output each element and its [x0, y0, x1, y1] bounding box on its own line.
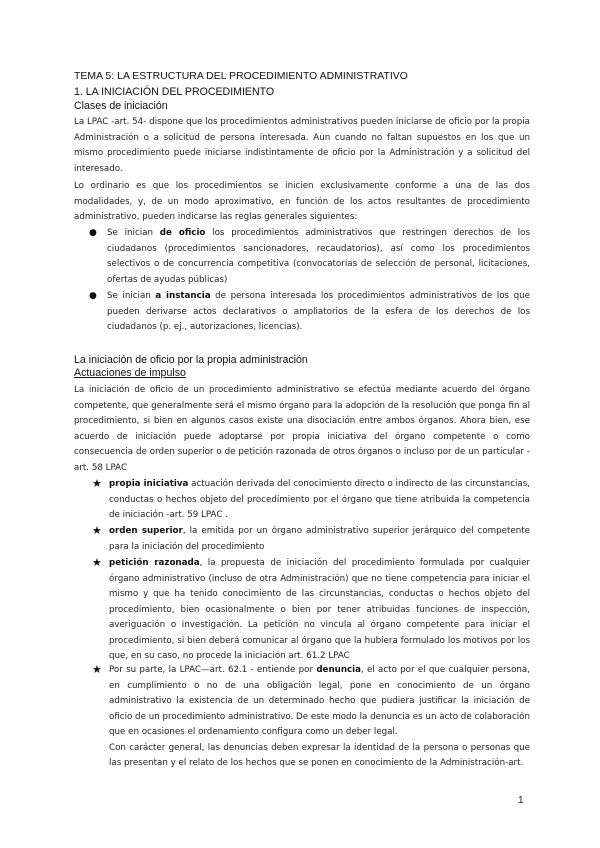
paragraph-iniciacion-oficio: La iniciación de oficio de un procedimiento administrativo se efectúa mediante acuerdo del órgano competente, que generalmente será el mismo órgano para la adopción de la resolución que ponga fin al procedimiento, si bien en algunos casos existe una disociación entre ambos órganos. Ahora bien, ese acuerdo de iniciación puede adoptarse por propia iniciativa del órgano competente o como consecuencia de orden superior o de petición razonada de otros órganos o incluso por de un particular -art. 58 LPAC	[74, 385, 530, 473]
bullet-dot-icon: ●	[89, 291, 97, 301]
star-item-orden-superior: orden superior, la emitida por un órgano administrativo superior jerárquico del competente para la iniciación del procedimiento	[109, 526, 530, 552]
topic-title: TEMA 5: LA ESTRUCTURA DEL PROCEDIMIENTO ADMINISTRATIVO	[74, 71, 408, 82]
bullet-item-a-instancia: Se inician a instancia de persona interesada los procedimientos administrativos de los que pueden derivarse actos declarativos o ampliatorios de la esfera de los derechos de los ciudadanos (p. ej., autorizaciones, licencias).	[107, 291, 530, 332]
star-item-denuncia: Por su parte, la LPAC—art. 62.1 - entiende por denuncia, el acto por el que cualquier persona, en cumplimiento o no de una obligación legal, pone en conocimiento de un órgano administrativo la existencia de un determinado hecho que pudiera justificar la iniciación de oficio de un procedimiento administrativo. De este modo la denuncia es un acto de colaboración que en ocasiones el ordenamiento configura como un deber legal. Con carácter general, las denuncias deben expresar la identidad de la persona o personas que las presentan y el relato de los hechos que se ponen en conocimiento de la Administración-art.	[109, 665, 530, 768]
star-item-propia-iniciativa: propia iniciativa actuación derivada del conocimiento directo o indirecto de las circunstancias, conductas o hechos objeto del procedimiento por el órgano que tiene atribuida la competencia de iniciación -art. 59 LPAC .	[109, 479, 530, 520]
page-number: 1	[518, 795, 524, 806]
star-item-peticion-razonada: petición razonada, la propuesta de iniciación del procedimiento formulada por cualquier órgano administrativo (incluso de otra Administración) que no tiene competencia para iniciar el mismo y que ha tenido conocimiento de las circunstancias, conductas o hechos objeto del procedimiento, bien ocasionalmente o bien por tener atribuidas funciones de inspección, averiguación o investigación. La petición no vincula al órgano competente para iniciar el procedimiento, si bien deberá comunicar al órgano que la hubiera formulado los motivos por los que, en su caso, no procede la iniciación art. 61.2 LPAC	[109, 558, 530, 661]
subsection-heading: Clases de iniciación	[74, 100, 168, 112]
bullet-dot-icon: ●	[89, 228, 97, 238]
bullet-item-de-oficio: Se inician de oficio los procedimientos administrativos que restringen derechos de los ciudadanos (procedimientos sancionadores, recaudatorios), así como los procedimientos selectivos o de concurrencia competitiva (convocatorias de selección de personal, licitaciones, ofertas de ayudas públicas)	[107, 228, 530, 285]
section-heading-2: La iniciación de oficio por la propia administración	[74, 354, 308, 366]
subsection-heading-2: Actuaciones de impulso	[74, 367, 186, 379]
section-heading: 1. LA INICIACIÓN DEL PROCEDIMIENTO	[74, 86, 275, 98]
star-bullet-icon: ★	[92, 556, 102, 569]
paragraph-general-rules: Lo ordinario es que los procedimientos se inicien exclusivamente conforme a una de las dos modalidades, y, de un modo aproximativo, en función de los actos resultantes de procedimiento administrativo, pueden indicarse las reglas generales siguientes:	[74, 181, 530, 222]
star-bullet-icon: ★	[92, 663, 102, 676]
paragraph-lpac-art54: La LPAC -art. 54- dispone que los procedimientos administrativos pueden iniciarse de oficio por la propia Administración o a solicitud de persona interesada. Aun cuando no faltan supuestos en los que un mismo procedimiento puede iniciarse indistintamente de oficio por la Administración y a solicitud del interesado.	[74, 117, 530, 174]
star-bullet-icon: ★	[92, 524, 102, 537]
star-bullet-icon: ★	[92, 477, 102, 490]
